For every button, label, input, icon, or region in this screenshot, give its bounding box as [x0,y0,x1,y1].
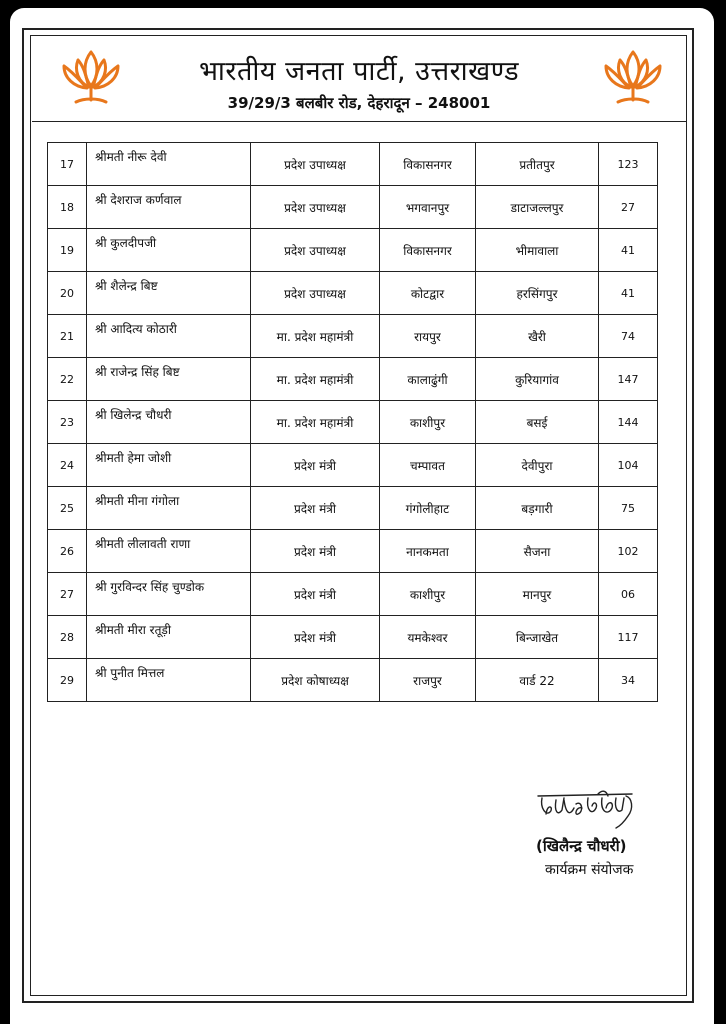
members-table [47,142,658,702]
village-cell: हरसिंगपुर [476,272,599,315]
designation-cell: प्रदेश कोषाध्यक्ष [251,659,380,702]
serial-number-cell: 27 [48,573,87,616]
member-name-cell: श्री आदित्य कोठारी [87,315,251,358]
designation-cell: प्रदेश मंत्री [251,444,380,487]
handwritten-signature [536,786,646,830]
table-row [48,401,658,444]
constituency-cell: विकासनगर [380,143,476,186]
member-name-cell: श्री राजेन्द्र सिंह बिष्ट [87,358,251,401]
village-cell: डाटाजल्लपुर [476,186,599,229]
designation-cell: प्रदेश उपाध्यक्ष [251,272,380,315]
serial-number-cell: 17 [48,143,87,186]
designation-cell: मा. प्रदेश महामंत्री [251,358,380,401]
serial-number-cell: 26 [48,530,87,573]
constituency-cell: भगवानपुर [380,186,476,229]
designation-cell: प्रदेश मंत्री [251,573,380,616]
number-cell: 75 [599,487,658,530]
member-name-cell: श्रीमती मीरा रतूड़ी [87,616,251,659]
constituency-cell: काशीपुर [380,401,476,444]
village-cell: बिन्जाखेत [476,616,599,659]
serial-number-cell: 25 [48,487,87,530]
designation-cell: मा. प्रदेश महामंत्री [251,401,380,444]
number-cell: 74 [599,315,658,358]
lotus-logo-icon [598,46,668,108]
village-cell: बसई [476,401,599,444]
table-row [48,186,658,229]
serial-number-cell: 18 [48,186,87,229]
designation-cell: प्रदेश मंत्री [251,487,380,530]
village-cell: देवीपुरा [476,444,599,487]
table-row [48,315,658,358]
serial-number-cell: 29 [48,659,87,702]
serial-number-cell: 23 [48,401,87,444]
number-cell: 102 [599,530,658,573]
table-row [48,659,658,702]
number-cell: 27 [599,186,658,229]
member-name-cell: श्रीमती नीरू देवी [87,143,251,186]
member-name-cell: श्री गुरविन्दर सिंह चुण्डोक [87,573,251,616]
table-row [48,487,658,530]
member-name-cell: श्रीमती हेमा जोशी [87,444,251,487]
designation-cell: मा. प्रदेश महामंत्री [251,315,380,358]
village-cell: कुरियागांव [476,358,599,401]
village-cell: सैजना [476,530,599,573]
member-name-cell: श्रीमती लीलावती राणा [87,530,251,573]
constituency-cell: नानकमता [380,530,476,573]
member-name-cell: श्री देशराज कर्णवाल [87,186,251,229]
serial-number-cell: 19 [48,229,87,272]
designation-cell: प्रदेश मंत्री [251,616,380,659]
number-cell: 06 [599,573,658,616]
constituency-cell: कालाढुंगी [380,358,476,401]
table-row [48,530,658,573]
constituency-cell: रायपुर [380,315,476,358]
serial-number-cell: 28 [48,616,87,659]
village-cell: बड़गारी [476,487,599,530]
number-cell: 144 [599,401,658,444]
constituency-cell: चम्पावत [380,444,476,487]
serial-number-cell: 20 [48,272,87,315]
designation-cell: प्रदेश मंत्री [251,530,380,573]
table-row [48,358,658,401]
designation-cell: प्रदेश उपाध्यक्ष [251,143,380,186]
table-row [48,573,658,616]
member-name-cell: श्री पुनीत मित्तल [87,659,251,702]
member-name-cell: श्री शैलेन्द्र बिष्ट [87,272,251,315]
table-row [48,229,658,272]
table-row [48,143,658,186]
letterhead [32,37,686,122]
serial-number-cell: 24 [48,444,87,487]
number-cell: 123 [599,143,658,186]
village-cell: खैरी [476,315,599,358]
constituency-cell: काशीपुर [380,573,476,616]
member-name-cell: श्रीमती मीना गंगोला [87,487,251,530]
constituency-cell: कोटद्वार [380,272,476,315]
constituency-cell: गंगोलीहाट [380,487,476,530]
number-cell: 41 [599,229,658,272]
table-row [48,444,658,487]
village-cell: मानपुर [476,573,599,616]
party-address: 39/29/3 बलबीर रोड, देहरादून – 248001 [227,94,491,112]
village-cell: प्रतीतपुर [476,143,599,186]
member-name-cell: श्री कुलदीपजी [87,229,251,272]
signatory-role: कार्यक्रम संयोजक [545,862,634,878]
serial-number-cell: 22 [48,358,87,401]
village-cell: भीमावाला [476,229,599,272]
number-cell: 34 [599,659,658,702]
designation-cell: प्रदेश उपाध्यक्ष [251,229,380,272]
number-cell: 41 [599,272,658,315]
serial-number-cell: 21 [48,315,87,358]
constituency-cell: विकासनगर [380,229,476,272]
number-cell: 117 [599,616,658,659]
number-cell: 104 [599,444,658,487]
designation-cell: प्रदेश उपाध्यक्ष [251,186,380,229]
number-cell: 147 [599,358,658,401]
constituency-cell: राजपुर [380,659,476,702]
member-name-cell: श्री खिलेन्द्र चौधरी [87,401,251,444]
party-title: भारतीय जनता पार्टी, उत्तराखण्ड [198,56,520,87]
table-row [48,616,658,659]
village-cell: वार्ड 22 [476,659,599,702]
table-row [48,272,658,315]
constituency-cell: यमकेश्वर [380,616,476,659]
signatory-name: (खिलैन्द्र चौधरी) [536,837,627,855]
